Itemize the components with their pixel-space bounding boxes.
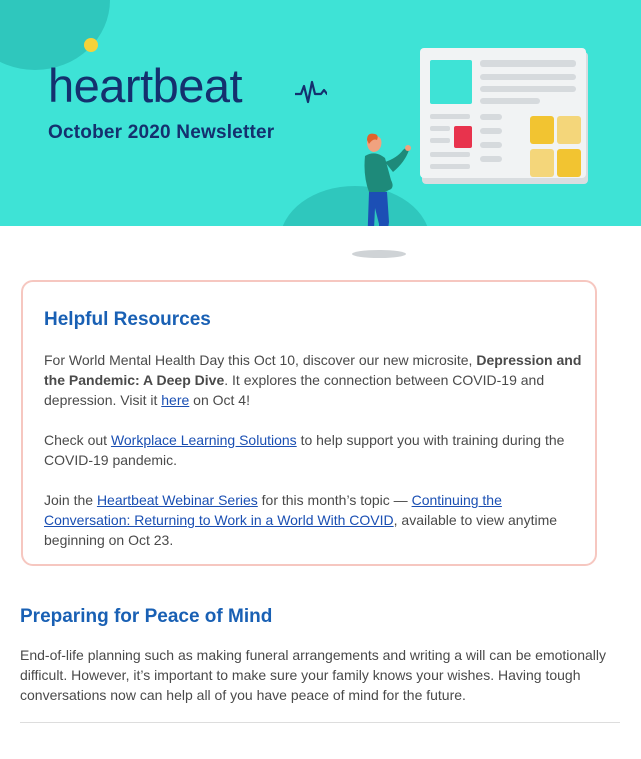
resources-paragraph-3: Join the Heartbeat Webinar Series for this month’s topic — Continuing the Conversation: Returning to Work in a World With COVID, available to view anytime beginning on Oct 23. (44, 492, 558, 548)
card-title: Helpful Resources (44, 309, 211, 330)
microsite-name: Depression and the Pandemic: A Deep Dive (44, 352, 582, 388)
peace-of-mind-title: Preparing for Peace of Mind (20, 606, 273, 627)
helpful-resources-card (21, 280, 597, 566)
microsite-here-link[interactable]: here (161, 392, 190, 408)
hero-banner (0, 0, 641, 226)
peace-of-mind-text: End-of-life planning such as making funeral arrangements and writing a will can be emotionally difficult. However, it’s important to make sure your family knows your wishes. Having tough conversations now can help all of you have peace of mind for the future. (20, 647, 606, 703)
resources-paragraph-1: For World Mental Health Day this Oct 10, discover our new microsite, Depression and the Pandemic: A Deep Dive. It explores the connection between COVID-19 and depression. Visit it here on Oct 4! (44, 352, 582, 408)
webinar-series-link[interactable]: Heartbeat Webinar Series (96, 492, 258, 508)
divider (20, 722, 620, 723)
newspaper-illustration (420, 48, 590, 186)
resources-paragraph-2: Check out Workplace Learning Solutions to help support you with training during the COVID-19 pandemic. (44, 432, 565, 468)
person-shadow (352, 250, 406, 258)
brand-logo: heartbeat (48, 59, 243, 112)
newsletter-subtitle: October 2020 Newsletter (48, 122, 275, 143)
continuing-conversation-link[interactable]: Continuing the Conversation: Returning to Work in a World With COVID (44, 492, 502, 528)
heartbeat-pulse-icon (295, 80, 327, 106)
workplace-learning-link[interactable]: Workplace Learning Solutions (110, 432, 297, 448)
sun-dot (84, 38, 98, 52)
person-illustration (345, 132, 425, 226)
